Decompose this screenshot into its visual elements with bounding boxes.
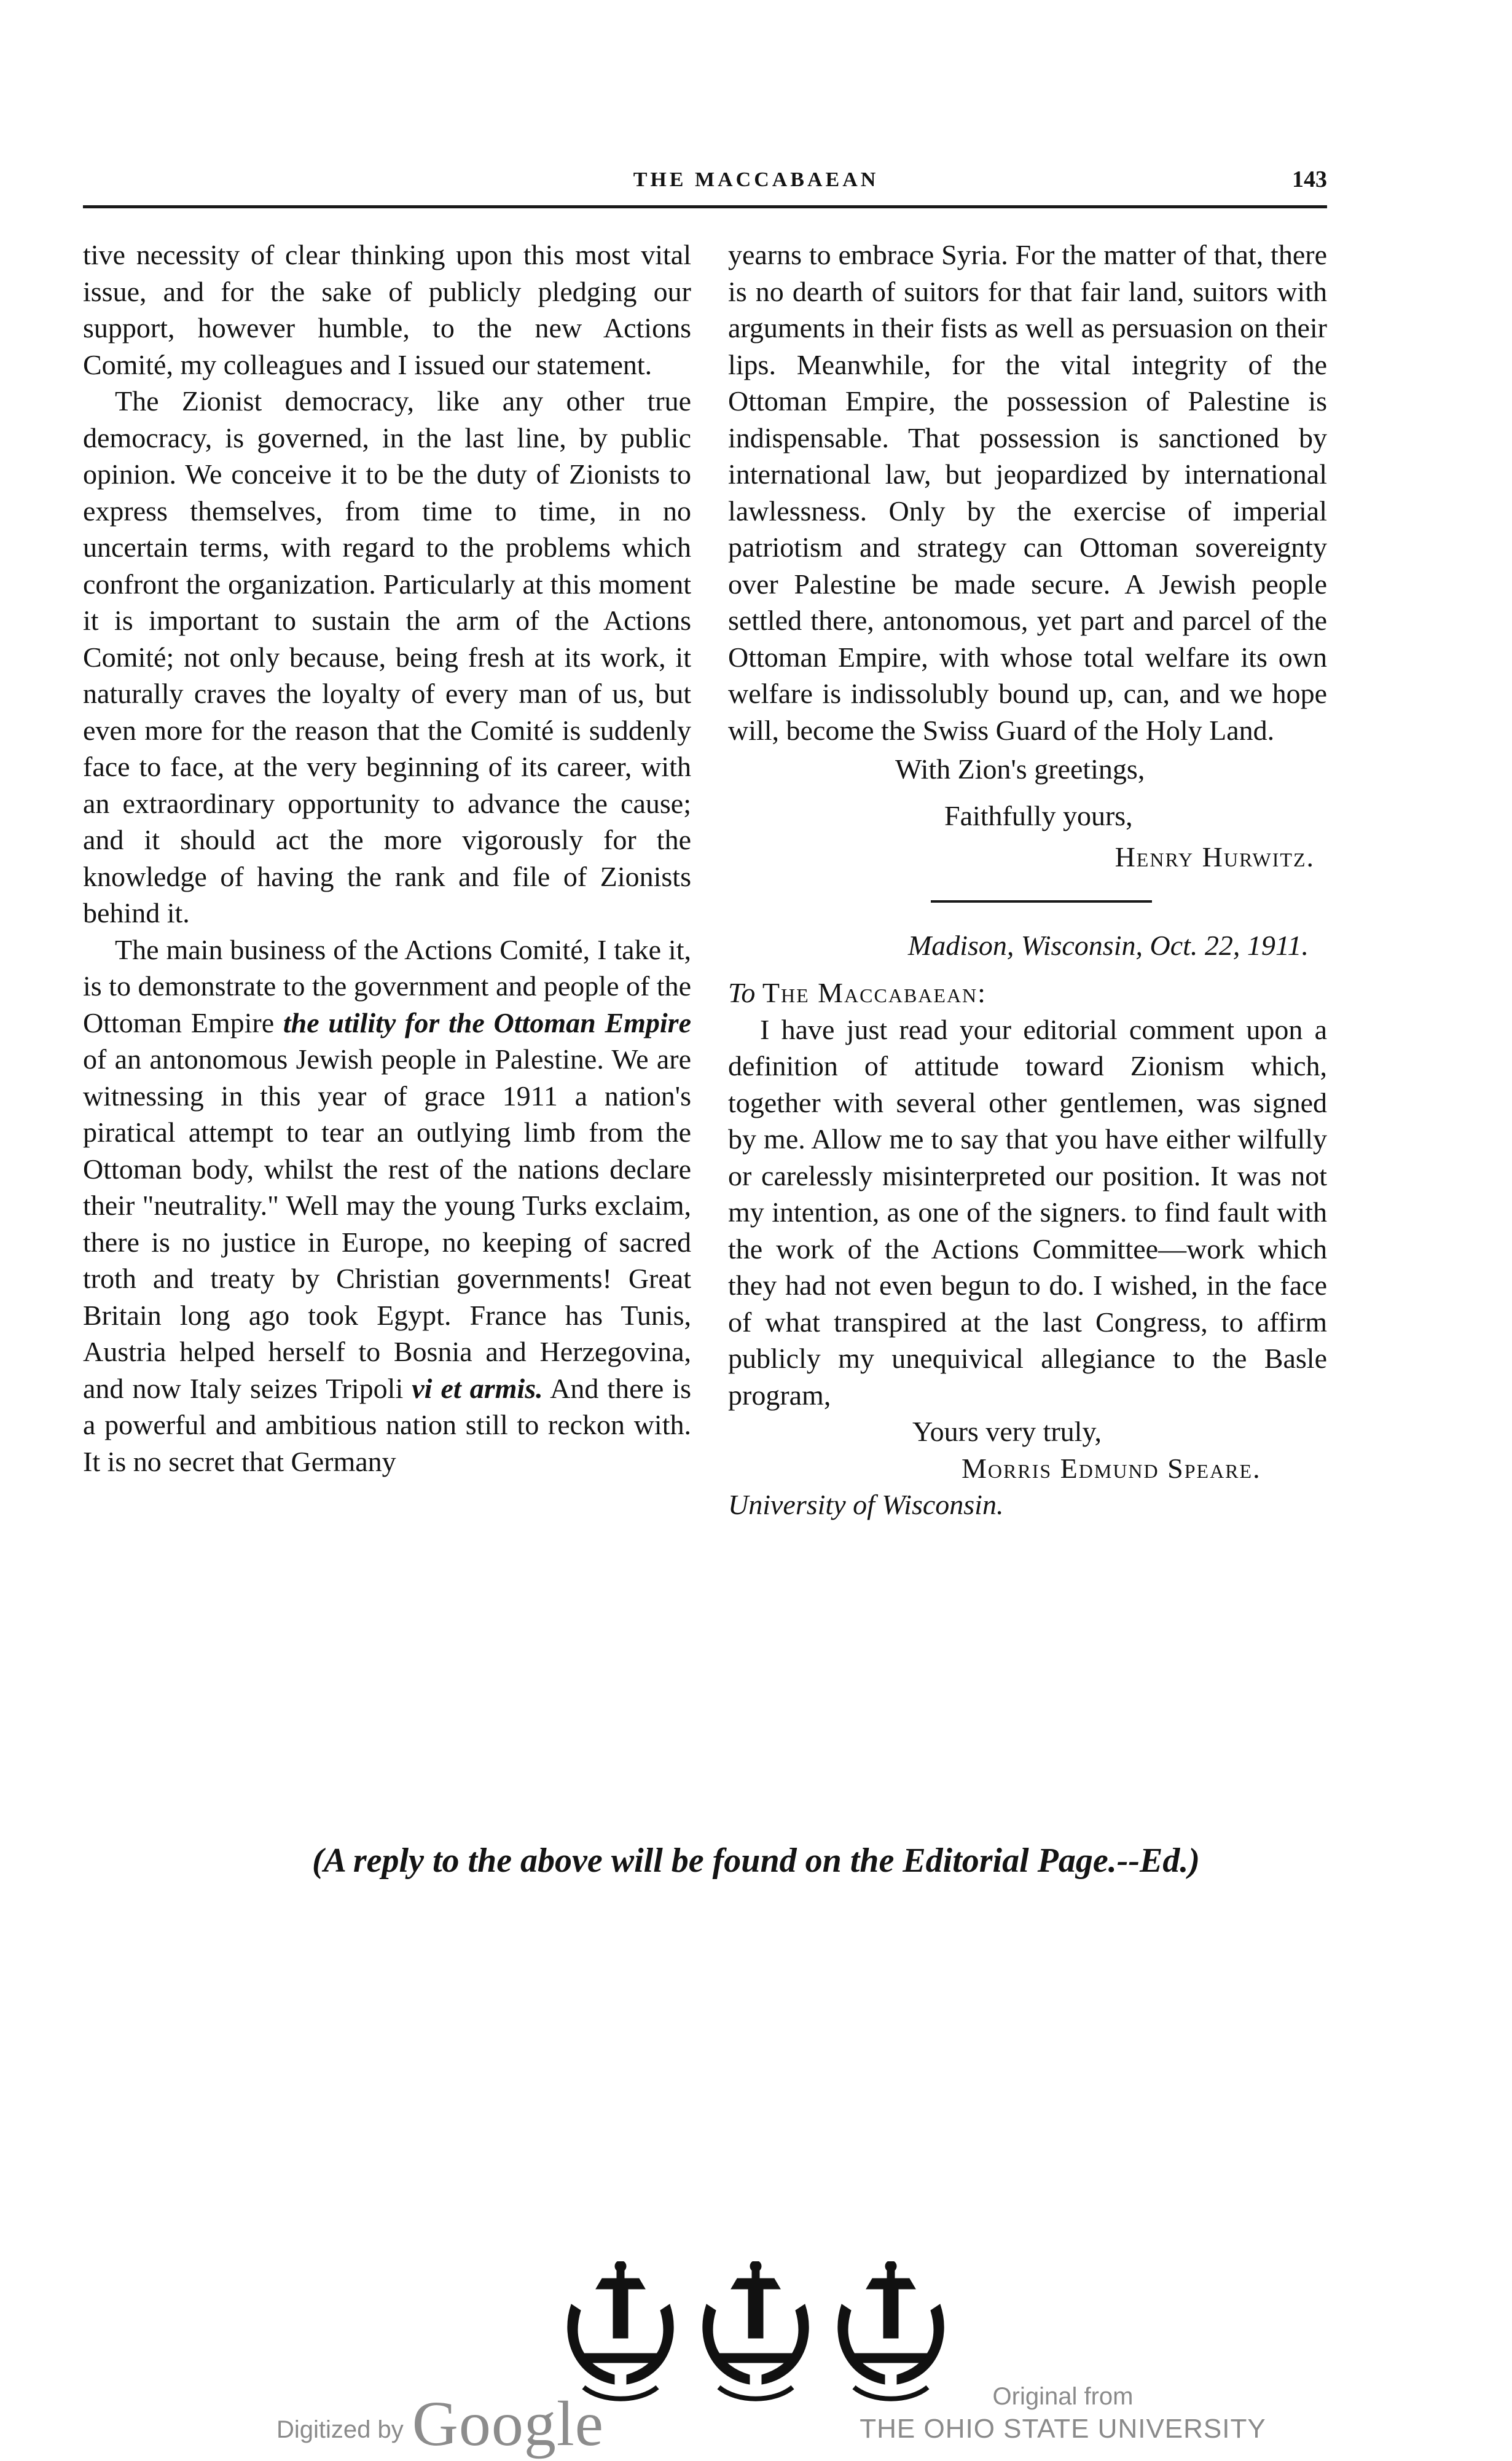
left-paragraph-3-text-c: And there is a powerful and ambitious nation still to reckon with. It is no secret that Germany xyxy=(83,1372,692,1477)
original-from-watermark xyxy=(848,2381,1278,2446)
left-paragraph-3-text-b: of an antonomous Jewish people in Palestine. We are witnessing in this year of grace 1911 a nation's piratical attempt to tear an outlying limb from the Ottoman body, whilst the rest of the nations declare their "neutrality." Well may the young Turks exclaim, there is no justice in Europe, no keeping of sacred troth and treaty by Christian governments! Great Britain long ago took Egypt. France has Tunis, Austria helped herself to Bosnia and Herzegovina, and now Italy seizes Tripoli xyxy=(83,1043,691,1404)
original-from-label: Original from xyxy=(992,2383,1134,2410)
salutation-name: The Maccabaean: xyxy=(762,977,987,1008)
closing-faithfully: Faithfully yours, xyxy=(944,799,1133,831)
editor-footnote: (A reply to the above will be found on the Editorial Page.--Ed.) xyxy=(311,1842,1201,1880)
header-rule xyxy=(83,205,1327,208)
affiliation: University of Wisconsin. xyxy=(728,1489,1004,1520)
salutation-to: To xyxy=(728,977,756,1008)
left-paragraph-1: tive necessity of clear thinking upon this most vital issue, and for the sake of publicly pledging our support, however humble, to the new Actions Comité, my colleagues and I issued our statement. xyxy=(83,239,691,380)
closing-yours: Yours very truly, xyxy=(912,1416,1102,1447)
left-paragraph-2: The Zionist democracy, like any other true democracy, is governed, in the last line, by public opinion. We conceive it to be the duty of Zionists to express themselves, from time to time, in no uncertain terms, with regard to the problems which confront the organization. Particularly at this moment it is important to sustain the arm of the Actions Comité; not only because, being fresh at its work, it naturally craves the loyalty of every man of us, but even more for the reason that the Comité is suddenly face to face, at the very beginning of its career, with an extraordinary opportunity to advance the cause; and it should act the more vigorously for the knowledge of having the rank and file of Zionists behind it. xyxy=(83,385,691,928)
salutation xyxy=(728,975,1327,1011)
digitized-by-label: Digitized by xyxy=(276,2416,404,2443)
google-logo: Google xyxy=(412,2388,604,2459)
left-column xyxy=(83,237,691,1480)
right-paragraph-1: yearns to embrace Syria. For the matter of that, there is no dearth of suitors for that fair land, suitors with arguments in their fists as well as persuasion on their lips. Meanwhile, for the vital integrity of the Ottoman Empire, the possession of Palestine is indispensable. That possession is sanctioned by international law, but jeopardized by international lawlessness. Only by the exercise of imperial patriotism and strategy can Ottoman sovereignty over Palestine be made secure. A Jewish people settled there, antonomous, yet part and parcel of the Ottoman Empire, with whose total welfare its own welfare is indissolubly bound up, can, and we hope will, become the Swiss Guard of the Holy Land. xyxy=(728,239,1327,746)
left-paragraph-3-emphasis-1: the utility for the Ottoman Empire xyxy=(283,1007,691,1038)
signature-speare: Morris Edmund Speare. xyxy=(962,1452,1261,1484)
right-paragraph-2: I have just read your editorial comment upon a definition of attitude toward Zionism which, together with several other gentlemen, was signed by me. Allow me to say that you have either wilfully or carelessly misinterpreted our position. It was not my intention, as one of the signers. to find fault with the work of the Actions Committee—work which they had not even begun to do. I wished, in the face of what transpired at the last Congress, to affirm publicly my unequivical allegiance to the Basle program, xyxy=(728,1013,1327,1411)
left-paragraph-3-text-a: The main business of the Actions Comité, I take it, is to demonstrate to the government and people of the Ottoman Empire xyxy=(83,933,692,1038)
page-number: 143 xyxy=(1292,167,1327,192)
wreath-center xyxy=(703,2261,809,2399)
left-paragraph-3-emphasis-2: vi et armis. xyxy=(412,1372,543,1404)
section-rule xyxy=(931,900,1152,903)
wreath-right xyxy=(838,2261,944,2399)
closing-greeting: With Zion's greetings, xyxy=(895,753,1145,785)
left-paragraph-3 xyxy=(83,932,691,1480)
university-label: THE OHIO STATE UNIVERSITY xyxy=(860,2414,1266,2444)
dateline: Madison, Wisconsin, Oct. 22, 1911. xyxy=(907,929,1309,961)
running-title: THE MACCABAEAN xyxy=(633,168,879,191)
digitized-by-watermark xyxy=(276,2387,604,2461)
right-column xyxy=(728,237,1327,1523)
signature-hurwitz: Henry Hurwitz. xyxy=(1114,841,1315,873)
wreath-left xyxy=(568,2261,673,2399)
